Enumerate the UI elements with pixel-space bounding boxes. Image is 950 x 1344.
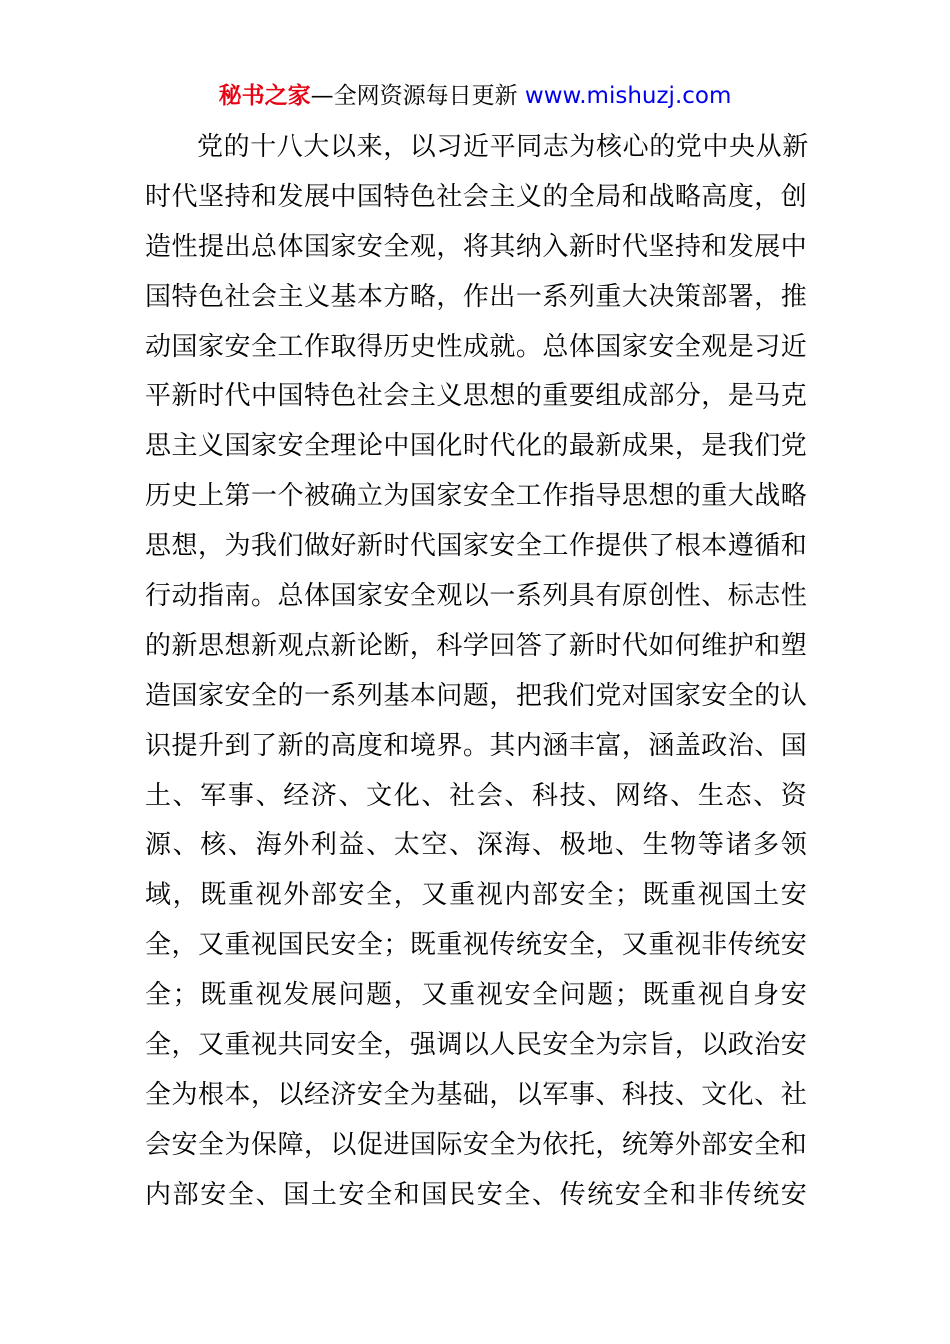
paragraph-line: 造性提出总体国家安全观，将其纳入新时代坚持和发展中 [145,231,807,262]
paragraph-line: 域，既重视外部安全，又重视内部安全；既重视国土安 [145,880,807,911]
paragraph-line: 源、核、海外利益、太空、深海、极地、生物等诸多领 [145,830,807,861]
paragraph-line: 土、军事、经济、文化、社会、科技、网络、生态、资 [145,780,807,811]
paragraph-line: 造国家安全的一系列基本问题，把我们党对国家安全的认 [145,680,807,711]
paragraph-line: 全，又重视国民安全；既重视传统安全，又重视非传统安 [145,930,807,961]
paragraph-line: 全；既重视发展问题，又重视安全问题；既重视自身安 [145,980,807,1011]
paragraph-line: 全，又重视共同安全，强调以人民安全为宗旨，以政治安 [145,1030,807,1061]
paragraph-line: 动国家安全工作取得历史性成就。总体国家安全观是习近 [145,331,807,362]
paragraph-line: 识提升到了新的高度和境界。其内涵丰富，涵盖政治、国 [145,730,807,761]
article-body [145,123,807,1221]
header-tagline: —全网资源每日更新 [310,83,525,109]
paragraph-line: 平新时代中国特色社会主义思想的重要组成部分，是马克 [145,381,807,412]
paragraph-line: 的新思想新观点新论断，科学回答了新时代如何维护和塑 [145,630,807,661]
paragraph-line: 思想，为我们做好新时代国家安全工作提供了根本遵循和 [145,531,807,562]
site-url-link[interactable]: www.mishuzj.com [524,83,732,109]
page-header [0,80,950,112]
paragraph-line: 国特色社会主义基本方略，作出一系列重大决策部署，推 [145,281,807,312]
paragraph-line: 行动指南。总体国家安全观以一系列具有原创性、标志性 [145,581,807,612]
paragraph-line: 内部安全、国土安全和国民安全、传统安全和非传统安 [145,1179,807,1210]
paragraph-line: 党的十八大以来，以习近平同志为核心的党中央从新 [197,132,809,162]
paragraph-line: 思主义国家安全理论中国化时代化的最新成果，是我们党 [145,431,807,462]
brand-name: 秘书之家 [218,83,311,109]
paragraph-line: 历史上第一个被确立为国家安全工作指导思想的重大战略 [145,481,807,512]
paragraph-line: 全为根本，以经济安全为基础，以军事、科技、文化、社 [145,1079,807,1110]
paragraph-line: 时代坚持和发展中国特色社会主义的全局和战略高度，创 [145,181,807,212]
paragraph-line: 会安全为保障，以促进国际安全为依托，统筹外部安全和 [145,1129,807,1160]
